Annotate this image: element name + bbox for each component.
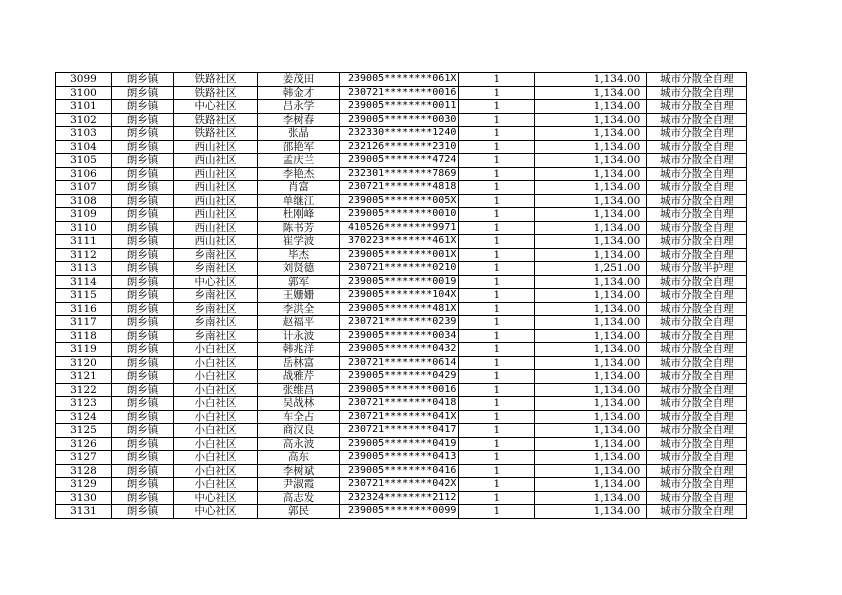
name-cell: 李树斌: [258, 464, 340, 478]
count-cell: 1: [459, 262, 535, 276]
id-number-cell: 410526********9971: [340, 221, 459, 235]
town-cell: 朗乡镇: [112, 464, 174, 478]
name-cell: 王姗姗: [258, 289, 340, 303]
row-number-cell: 3118: [56, 329, 112, 343]
town-cell: 朗乡镇: [112, 262, 174, 276]
name-cell: 韩金才: [258, 86, 340, 100]
town-cell: 朗乡镇: [112, 410, 174, 424]
community-cell: 小白社区: [174, 478, 258, 492]
id-number-cell: 230721********0418: [340, 397, 459, 411]
town-cell: 朗乡镇: [112, 221, 174, 235]
name-cell: 高东: [258, 451, 340, 465]
name-cell: 张晶: [258, 127, 340, 141]
count-cell: 1: [459, 410, 535, 424]
table-row: [56, 289, 747, 303]
category-cell: 城市分散全自理: [647, 343, 747, 357]
name-cell: 孟庆兰: [258, 154, 340, 168]
town-cell: 朗乡镇: [112, 289, 174, 303]
category-cell: 城市分散全自理: [647, 194, 747, 208]
row-number-cell: 3112: [56, 248, 112, 262]
row-number-cell: 3116: [56, 302, 112, 316]
count-cell: 1: [459, 127, 535, 141]
amount-cell: 1,134.00: [535, 194, 647, 208]
table-row: [56, 316, 747, 330]
row-number-cell: 3128: [56, 464, 112, 478]
name-cell: 李树春: [258, 113, 340, 127]
amount-cell: 1,134.00: [535, 154, 647, 168]
category-cell: 城市分散全自理: [647, 86, 747, 100]
count-cell: 1: [459, 302, 535, 316]
id-number-cell: 230721********041X: [340, 410, 459, 424]
town-cell: 朗乡镇: [112, 208, 174, 222]
town-cell: 朗乡镇: [112, 275, 174, 289]
amount-cell: 1,134.00: [535, 289, 647, 303]
id-number-cell: 239005********0099: [340, 505, 459, 519]
town-cell: 朗乡镇: [112, 154, 174, 168]
count-cell: 1: [459, 181, 535, 195]
name-cell: 杜刚峰: [258, 208, 340, 222]
category-cell: 城市分散半护理: [647, 262, 747, 276]
amount-cell: 1,134.00: [535, 424, 647, 438]
count-cell: 1: [459, 221, 535, 235]
name-cell: 张维昌: [258, 383, 340, 397]
community-cell: 中心社区: [174, 275, 258, 289]
table-row: [56, 208, 747, 222]
town-cell: 朗乡镇: [112, 181, 174, 195]
name-cell: 姜茂田: [258, 73, 340, 87]
row-number-cell: 3124: [56, 410, 112, 424]
id-number-cell: 239005********481X: [340, 302, 459, 316]
row-number-cell: 3105: [56, 154, 112, 168]
amount-cell: 1,251.00: [535, 262, 647, 276]
amount-cell: 1,134.00: [535, 248, 647, 262]
table-row: [56, 424, 747, 438]
id-number-cell: 239005********0034: [340, 329, 459, 343]
id-number-cell: 239005********061X: [340, 73, 459, 87]
table-row: [56, 356, 747, 370]
count-cell: 1: [459, 424, 535, 438]
id-number-cell: 239005********0016: [340, 383, 459, 397]
table-row: [56, 113, 747, 127]
name-cell: 陈书芳: [258, 221, 340, 235]
table-row: [56, 100, 747, 114]
category-cell: 城市分散全自理: [647, 154, 747, 168]
category-cell: 城市分散全自理: [647, 491, 747, 505]
amount-cell: 1,134.00: [535, 478, 647, 492]
amount-cell: 1,134.00: [535, 86, 647, 100]
community-cell: 铁路社区: [174, 86, 258, 100]
table-row: [56, 451, 747, 465]
data-table: [55, 72, 747, 519]
count-cell: 1: [459, 208, 535, 222]
table-row: [56, 370, 747, 384]
name-cell: 商汉良: [258, 424, 340, 438]
category-cell: 城市分散全自理: [647, 383, 747, 397]
category-cell: 城市分散全自理: [647, 100, 747, 114]
community-cell: 西山社区: [174, 208, 258, 222]
amount-cell: 1,134.00: [535, 329, 647, 343]
count-cell: 1: [459, 316, 535, 330]
category-cell: 城市分散全自理: [647, 316, 747, 330]
community-cell: 小白社区: [174, 410, 258, 424]
category-cell: 城市分散全自理: [647, 235, 747, 249]
count-cell: 1: [459, 275, 535, 289]
amount-cell: 1,134.00: [535, 73, 647, 87]
town-cell: 朗乡镇: [112, 140, 174, 154]
town-cell: 朗乡镇: [112, 127, 174, 141]
count-cell: 1: [459, 464, 535, 478]
community-cell: 铁路社区: [174, 113, 258, 127]
town-cell: 朗乡镇: [112, 248, 174, 262]
community-cell: 乡南社区: [174, 262, 258, 276]
community-cell: 小白社区: [174, 424, 258, 438]
community-cell: 乡南社区: [174, 248, 258, 262]
name-cell: 郭民: [258, 505, 340, 519]
name-cell: 肖富: [258, 181, 340, 195]
amount-cell: 1,134.00: [535, 464, 647, 478]
row-number-cell: 3113: [56, 262, 112, 276]
community-cell: 铁路社区: [174, 73, 258, 87]
category-cell: 城市分散全自理: [647, 208, 747, 222]
name-cell: 车全占: [258, 410, 340, 424]
category-cell: 城市分散全自理: [647, 478, 747, 492]
town-cell: 朗乡镇: [112, 424, 174, 438]
row-number-cell: 3101: [56, 100, 112, 114]
table-row: [56, 343, 747, 357]
category-cell: 城市分散全自理: [647, 329, 747, 343]
id-number-cell: 370223********461X: [340, 235, 459, 249]
table-row: [56, 235, 747, 249]
id-number-cell: 239005********001X: [340, 248, 459, 262]
town-cell: 朗乡镇: [112, 451, 174, 465]
count-cell: 1: [459, 113, 535, 127]
row-number-cell: 3115: [56, 289, 112, 303]
community-cell: 中心社区: [174, 100, 258, 114]
category-cell: 城市分散全自理: [647, 464, 747, 478]
name-cell: 郭军: [258, 275, 340, 289]
community-cell: 小白社区: [174, 383, 258, 397]
table-row: [56, 478, 747, 492]
table-row: [56, 302, 747, 316]
row-number-cell: 3106: [56, 167, 112, 181]
row-number-cell: 3120: [56, 356, 112, 370]
name-cell: 计永波: [258, 329, 340, 343]
count-cell: 1: [459, 167, 535, 181]
community-cell: 小白社区: [174, 370, 258, 384]
row-number-cell: 3104: [56, 140, 112, 154]
count-cell: 1: [459, 194, 535, 208]
community-cell: 西山社区: [174, 181, 258, 195]
amount-cell: 1,134.00: [535, 140, 647, 154]
category-cell: 城市分散全自理: [647, 289, 747, 303]
category-cell: 城市分散全自理: [647, 73, 747, 87]
category-cell: 城市分散全自理: [647, 167, 747, 181]
community-cell: 乡南社区: [174, 329, 258, 343]
id-number-cell: 230721********0614: [340, 356, 459, 370]
id-number-cell: 230721********042X: [340, 478, 459, 492]
count-cell: 1: [459, 437, 535, 451]
id-number-cell: 230721********0417: [340, 424, 459, 438]
community-cell: 铁路社区: [174, 127, 258, 141]
id-number-cell: 230721********4818: [340, 181, 459, 195]
community-cell: 小白社区: [174, 356, 258, 370]
count-cell: 1: [459, 86, 535, 100]
category-cell: 城市分散全自理: [647, 505, 747, 519]
table-row: [56, 221, 747, 235]
id-number-cell: 239005********0010: [340, 208, 459, 222]
id-number-cell: 239005********104X: [340, 289, 459, 303]
count-cell: 1: [459, 100, 535, 114]
town-cell: 朗乡镇: [112, 113, 174, 127]
name-cell: 战雅芹: [258, 370, 340, 384]
amount-cell: 1,134.00: [535, 113, 647, 127]
community-cell: 西山社区: [174, 140, 258, 154]
community-cell: 西山社区: [174, 167, 258, 181]
id-number-cell: 239005********0432: [340, 343, 459, 357]
row-number-cell: 3127: [56, 451, 112, 465]
count-cell: 1: [459, 383, 535, 397]
amount-cell: 1,134.00: [535, 397, 647, 411]
town-cell: 朗乡镇: [112, 235, 174, 249]
community-cell: 西山社区: [174, 154, 258, 168]
row-number-cell: 3121: [56, 370, 112, 384]
community-cell: 乡南社区: [174, 289, 258, 303]
town-cell: 朗乡镇: [112, 383, 174, 397]
table-row: [56, 140, 747, 154]
name-cell: 吴战林: [258, 397, 340, 411]
amount-cell: 1,134.00: [535, 370, 647, 384]
count-cell: 1: [459, 235, 535, 249]
name-cell: 毕杰: [258, 248, 340, 262]
amount-cell: 1,134.00: [535, 437, 647, 451]
count-cell: 1: [459, 289, 535, 303]
community-cell: 乡南社区: [174, 302, 258, 316]
id-number-cell: 239005********0429: [340, 370, 459, 384]
row-number-cell: 3102: [56, 113, 112, 127]
row-number-cell: 3123: [56, 397, 112, 411]
count-cell: 1: [459, 370, 535, 384]
amount-cell: 1,134.00: [535, 127, 647, 141]
category-cell: 城市分散全自理: [647, 356, 747, 370]
count-cell: 1: [459, 397, 535, 411]
table-row: [56, 397, 747, 411]
count-cell: 1: [459, 140, 535, 154]
id-number-cell: 239005********005X: [340, 194, 459, 208]
town-cell: 朗乡镇: [112, 73, 174, 87]
table-row: [56, 505, 747, 519]
id-number-cell: 239005********0019: [340, 275, 459, 289]
name-cell: 刘贤德: [258, 262, 340, 276]
town-cell: 朗乡镇: [112, 194, 174, 208]
row-number-cell: 3125: [56, 424, 112, 438]
id-number-cell: 239005********4724: [340, 154, 459, 168]
table-row: [56, 383, 747, 397]
table-row: [56, 194, 747, 208]
category-cell: 城市分散全自理: [647, 410, 747, 424]
id-number-cell: 239005********0011: [340, 100, 459, 114]
category-cell: 城市分散全自理: [647, 113, 747, 127]
community-cell: 中心社区: [174, 505, 258, 519]
id-number-cell: 232126********2310: [340, 140, 459, 154]
name-cell: 韩兆洋: [258, 343, 340, 357]
amount-cell: 1,134.00: [535, 167, 647, 181]
amount-cell: 1,134.00: [535, 235, 647, 249]
town-cell: 朗乡镇: [112, 329, 174, 343]
row-number-cell: 3131: [56, 505, 112, 519]
row-number-cell: 3110: [56, 221, 112, 235]
town-cell: 朗乡镇: [112, 316, 174, 330]
amount-cell: 1,134.00: [535, 410, 647, 424]
row-number-cell: 3107: [56, 181, 112, 195]
row-number-cell: 3108: [56, 194, 112, 208]
community-cell: 小白社区: [174, 437, 258, 451]
table-row: [56, 248, 747, 262]
community-cell: 西山社区: [174, 235, 258, 249]
count-cell: 1: [459, 491, 535, 505]
count-cell: 1: [459, 505, 535, 519]
town-cell: 朗乡镇: [112, 370, 174, 384]
count-cell: 1: [459, 343, 535, 357]
name-cell: 赵福平: [258, 316, 340, 330]
town-cell: 朗乡镇: [112, 167, 174, 181]
amount-cell: 1,134.00: [535, 208, 647, 222]
amount-cell: 1,134.00: [535, 181, 647, 195]
id-number-cell: 232324********2112: [340, 491, 459, 505]
amount-cell: 1,134.00: [535, 356, 647, 370]
table-row: [56, 410, 747, 424]
category-cell: 城市分散全自理: [647, 181, 747, 195]
name-cell: 吕永学: [258, 100, 340, 114]
id-number-cell: 232330********1240: [340, 127, 459, 141]
category-cell: 城市分散全自理: [647, 370, 747, 384]
category-cell: 城市分散全自理: [647, 221, 747, 235]
town-cell: 朗乡镇: [112, 302, 174, 316]
amount-cell: 1,134.00: [535, 343, 647, 357]
table-row: [56, 491, 747, 505]
count-cell: 1: [459, 248, 535, 262]
community-cell: 乡南社区: [174, 316, 258, 330]
town-cell: 朗乡镇: [112, 478, 174, 492]
name-cell: 高永波: [258, 437, 340, 451]
town-cell: 朗乡镇: [112, 356, 174, 370]
id-number-cell: 230721********0239: [340, 316, 459, 330]
table-row: [56, 464, 747, 478]
table-row: [56, 73, 747, 87]
table-row: [56, 275, 747, 289]
town-cell: 朗乡镇: [112, 86, 174, 100]
row-number-cell: 3130: [56, 491, 112, 505]
table-row: [56, 86, 747, 100]
table-row: [56, 181, 747, 195]
community-cell: 小白社区: [174, 451, 258, 465]
table-row: [56, 154, 747, 168]
count-cell: 1: [459, 478, 535, 492]
row-number-cell: 3099: [56, 73, 112, 87]
count-cell: 1: [459, 356, 535, 370]
id-number-cell: 239005********0416: [340, 464, 459, 478]
row-number-cell: 3119: [56, 343, 112, 357]
row-number-cell: 3117: [56, 316, 112, 330]
name-cell: 岳林富: [258, 356, 340, 370]
row-number-cell: 3109: [56, 208, 112, 222]
amount-cell: 1,134.00: [535, 275, 647, 289]
count-cell: 1: [459, 329, 535, 343]
category-cell: 城市分散全自理: [647, 248, 747, 262]
count-cell: 1: [459, 154, 535, 168]
name-cell: 邵艳军: [258, 140, 340, 154]
row-number-cell: 3103: [56, 127, 112, 141]
table-body: [56, 73, 747, 519]
id-number-cell: 239005********0413: [340, 451, 459, 465]
row-number-cell: 3129: [56, 478, 112, 492]
town-cell: 朗乡镇: [112, 343, 174, 357]
id-number-cell: 232301********7869: [340, 167, 459, 181]
amount-cell: 1,134.00: [535, 505, 647, 519]
category-cell: 城市分散全自理: [647, 127, 747, 141]
table-row: [56, 262, 747, 276]
category-cell: 城市分散全自理: [647, 140, 747, 154]
category-cell: 城市分散全自理: [647, 437, 747, 451]
row-number-cell: 3100: [56, 86, 112, 100]
name-cell: 崔学波: [258, 235, 340, 249]
town-cell: 朗乡镇: [112, 505, 174, 519]
town-cell: 朗乡镇: [112, 491, 174, 505]
name-cell: 李艳杰: [258, 167, 340, 181]
amount-cell: 1,134.00: [535, 302, 647, 316]
table-row: [56, 167, 747, 181]
community-cell: 小白社区: [174, 343, 258, 357]
id-number-cell: 239005********0419: [340, 437, 459, 451]
id-number-cell: 230721********0210: [340, 262, 459, 276]
name-cell: 单继江: [258, 194, 340, 208]
community-cell: 西山社区: [174, 221, 258, 235]
amount-cell: 1,134.00: [535, 316, 647, 330]
table-row: [56, 437, 747, 451]
row-number-cell: 3126: [56, 437, 112, 451]
town-cell: 朗乡镇: [112, 397, 174, 411]
community-cell: 中心社区: [174, 491, 258, 505]
id-number-cell: 230721********0016: [340, 86, 459, 100]
category-cell: 城市分散全自理: [647, 451, 747, 465]
id-number-cell: 239005********0030: [340, 113, 459, 127]
amount-cell: 1,134.00: [535, 491, 647, 505]
count-cell: 1: [459, 73, 535, 87]
name-cell: 李洪全: [258, 302, 340, 316]
town-cell: 朗乡镇: [112, 437, 174, 451]
category-cell: 城市分散全自理: [647, 397, 747, 411]
community-cell: 小白社区: [174, 464, 258, 478]
amount-cell: 1,134.00: [535, 221, 647, 235]
town-cell: 朗乡镇: [112, 100, 174, 114]
name-cell: 尹淑霞: [258, 478, 340, 492]
amount-cell: 1,134.00: [535, 100, 647, 114]
amount-cell: 1,134.00: [535, 383, 647, 397]
community-cell: 西山社区: [174, 194, 258, 208]
row-number-cell: 3122: [56, 383, 112, 397]
community-cell: 小白社区: [174, 397, 258, 411]
table-row: [56, 329, 747, 343]
row-number-cell: 3111: [56, 235, 112, 249]
table-row: [56, 127, 747, 141]
amount-cell: 1,134.00: [535, 451, 647, 465]
row-number-cell: 3114: [56, 275, 112, 289]
name-cell: 高志发: [258, 491, 340, 505]
count-cell: 1: [459, 451, 535, 465]
category-cell: 城市分散全自理: [647, 275, 747, 289]
category-cell: 城市分散全自理: [647, 424, 747, 438]
category-cell: 城市分散全自理: [647, 302, 747, 316]
